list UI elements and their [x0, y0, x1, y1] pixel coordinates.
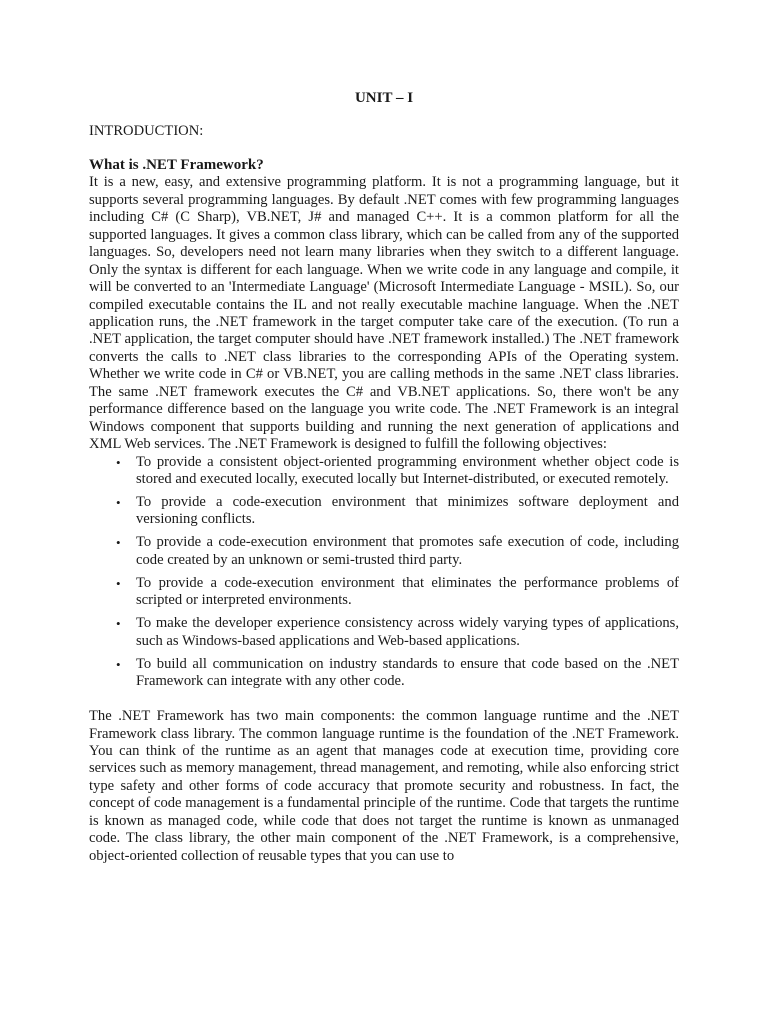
- objective-text: To make the developer experience consistency across widely varying types of applications, such as Windows-based applications and Web-based applications.: [136, 615, 679, 649]
- list-item: [116, 534, 679, 569]
- bullet-icon: •: [116, 656, 121, 672]
- intro-paragraph: It is a new, easy, and extensive programming platform. It is not a programming language, but it supports several programming languages. By default .NET comes with few programming languages including C# (C Sharp), VB.NET, J# and managed C++. It is a common platform for all the supported languages. It gives a common class library, which can be called from any of the supported languages. So, developers need not learn many libraries when they switch to a different language. Only the syntax is different for each language. When we write code in any language and compile, it will be converted to an 'Intermediate Language' (Microsoft Intermediate Language - MSIL). So, our compiled executable contains the IL and not really executable machine language. When the .NET application runs, the .NET framework in the target computer take care of the execution. (To run a .NET application, the target computer should have .NET framework installed.) The .NET framework converts the calls to .NET class libraries to the corresponding APIs of the Operating system. Whether we write code in C# or VB.NET, you are calling methods in the same .NET class libraries. The same .NET framework executes the C# and VB.NET applications. So, there won't be any performance difference based on the language you write code. The .NET Framework is an integral Windows component that supports building and running the next generation of applications and XML Web services. The .NET Framework is designed to fulfill the following objectives:: [89, 174, 679, 453]
- components-paragraph: The .NET Framework has two main components: the common language runtime and the .NET Framework class library. The common language runtime is the foundation of the .NET Framework. You can think of the runtime as an agent that manages code at execution time, providing core services such as memory management, thread management, and remoting, while also enforcing strict type safety and other forms of code accuracy that promote security and robustness. In fact, the concept of code management is a fundamental principle of the runtime. Code that targets the runtime is known as managed code, while code that does not target the runtime is known as unmanaged code. The class library, the other main component of the .NET Framework, is a comprehensive, object-oriented collection of reusable types that you can use to: [89, 708, 679, 864]
- list-item: [116, 494, 679, 529]
- bullet-icon: •: [116, 616, 121, 632]
- bullet-icon: •: [116, 575, 121, 591]
- objective-text: To provide a code-execution environment that promotes safe execution of code, including code created by an unknown or semi-trusted third party.: [136, 534, 679, 568]
- list-item: [116, 615, 679, 650]
- bullet-icon: •: [116, 495, 121, 511]
- list-item: [116, 655, 679, 691]
- list-item: [116, 574, 679, 610]
- objective-text: To build all communication on industry standards to ensure that code based on the .NET Framework can integrate with any other code.: [136, 655, 679, 690]
- objective-text: To provide a code-execution environment that minimizes software deployment and versioning conflicts.: [136, 494, 679, 528]
- objectives-list: [89, 454, 679, 691]
- bullet-icon: •: [116, 454, 121, 470]
- spacer: [89, 696, 679, 708]
- bullet-icon: •: [116, 535, 121, 551]
- objective-text: To provide a consistent object-oriented programming environment whether object code is stored and executed locally, executed locally but Internet-distributed, or executed remotely.: [136, 453, 679, 488]
- list-item: [116, 453, 679, 489]
- objective-text: To provide a code-execution environment that eliminates the performance problems of scripted or interpreted environments.: [136, 574, 679, 609]
- section-heading: What is .NET Framework?: [89, 156, 264, 173]
- document-page: [89, 90, 679, 865]
- unit-title: UNIT – I: [354, 90, 414, 106]
- section-label: INTRODUCTION:: [89, 123, 204, 140]
